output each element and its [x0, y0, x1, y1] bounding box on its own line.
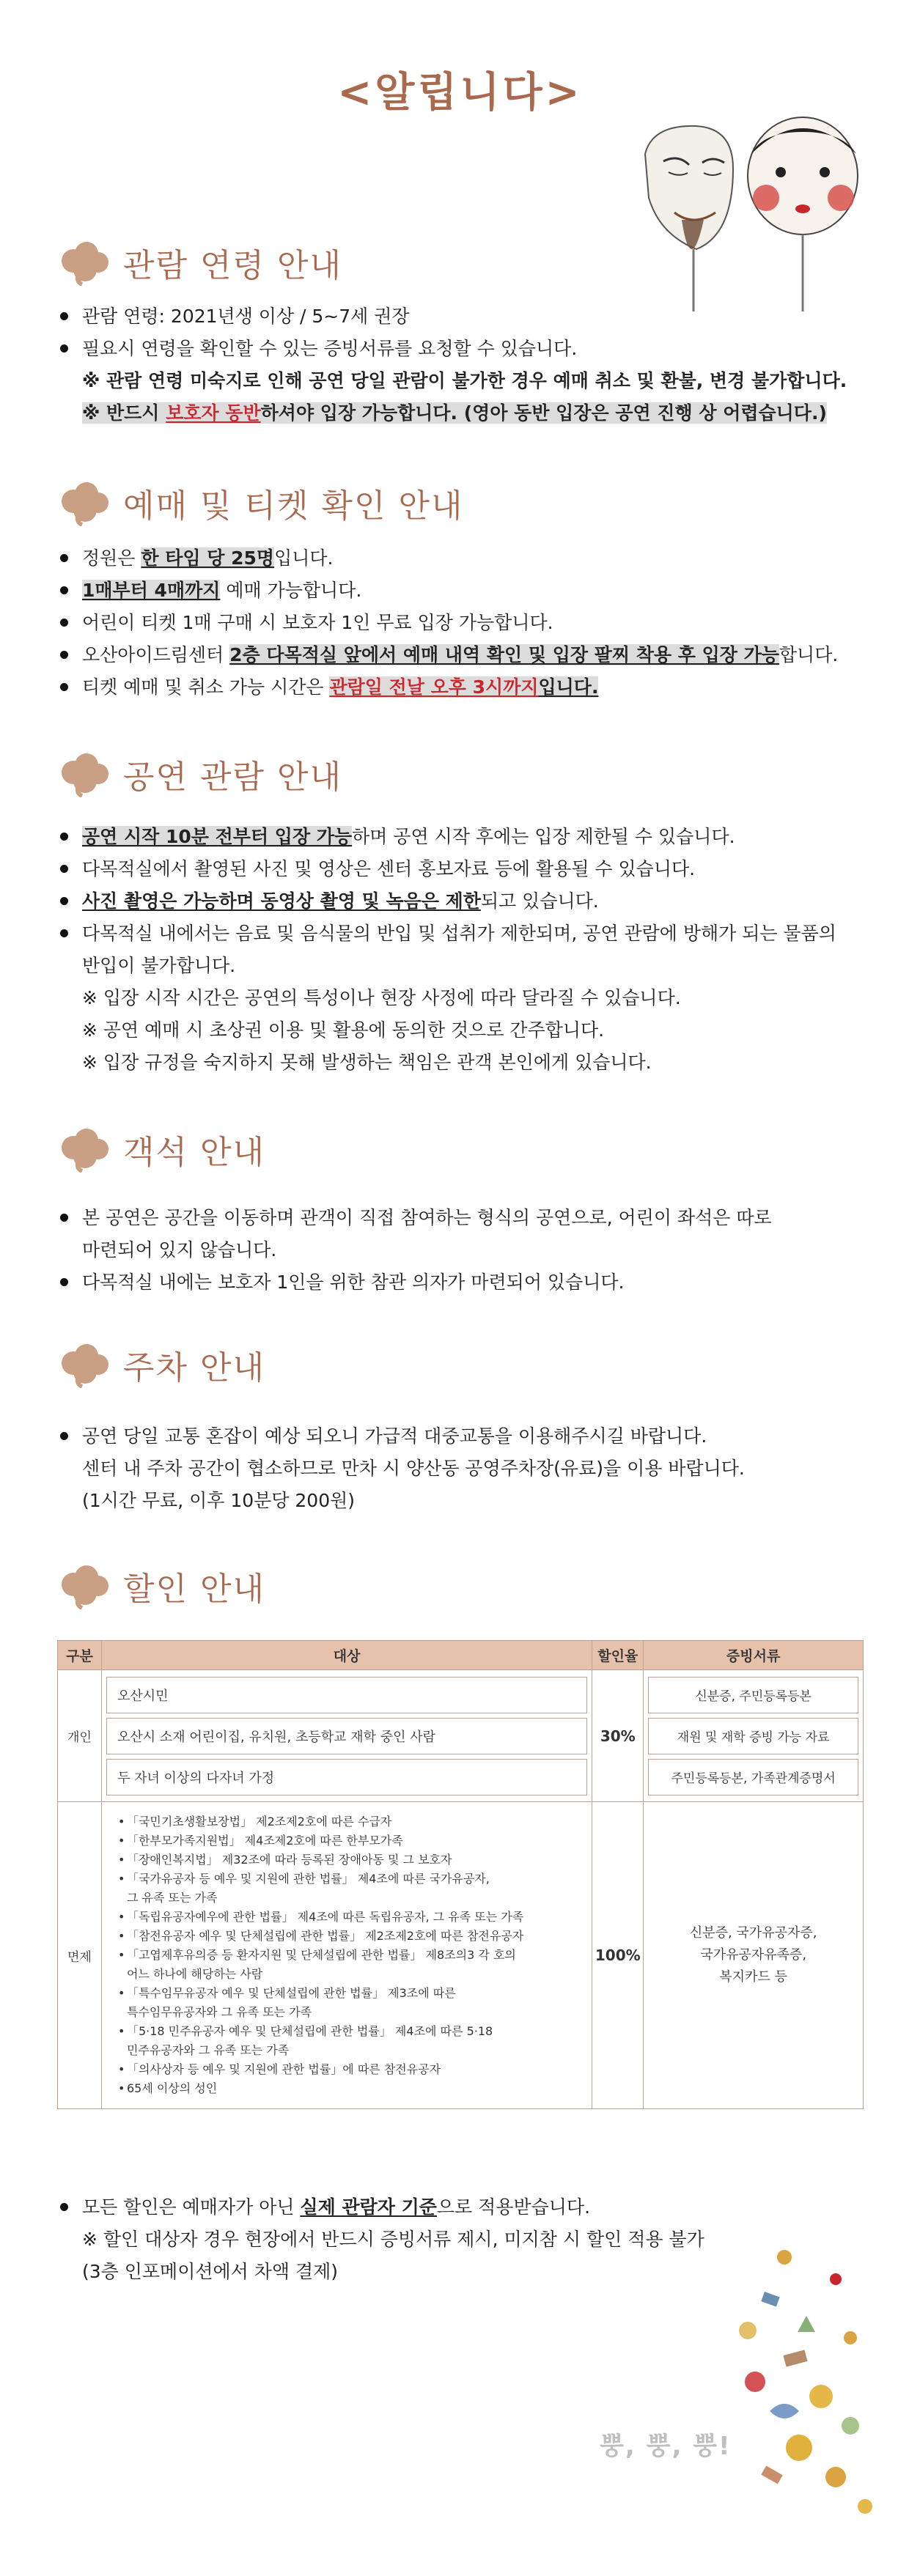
target-item: 오산시민 — [106, 1677, 587, 1713]
mask-illustration — [623, 110, 872, 315]
brand-logo: 뿡, 뿡, 뿡! — [600, 2432, 732, 2461]
list-item: 필요시 연령을 확인할 수 있는 증빙서류를 요청할 수 있습니다. — [59, 333, 872, 365]
table-row — [58, 1670, 864, 1802]
cloud-icon — [57, 239, 113, 286]
woman-mask — [748, 117, 858, 311]
header-target: 대상 — [101, 1641, 592, 1670]
list-item: 티켓 예매 및 취소 가능 시간은 관람일 전날 오후 3시까지입니다. — [59, 671, 872, 704]
law-item: • 「참전유공자 예우 및 단체설립에 관한 법률」 제2조제2호에 따른 참전유공자 — [118, 1927, 584, 1946]
proof-item: 신분증, 주민등록등본 — [648, 1677, 858, 1713]
section-title: 관람 연령 안내 — [123, 247, 342, 284]
list-item: 오산아이드림센터 2층 다목적실 앞에서 예매 내역 확인 및 입장 팔찌 착용 후 입장 가능합니다. — [59, 639, 872, 671]
header-rate: 할인율 — [592, 1641, 644, 1670]
table-header-row — [58, 1641, 864, 1670]
law-item: • 「독립유공자예우에 관한 법률」 제4조에 따른 독립유공자, 그 유족 또는 가족 — [118, 1908, 584, 1927]
section-title: 주차 안내 — [123, 1349, 266, 1387]
law-item: • 「특수임무유공자 예우 및 단체설립에 관한 법률」 제3조에 따른 특수임무유공자와 그 유족 또는 가족 — [118, 1984, 584, 2022]
list-item: 사진 촬영은 가능하며 동영상 촬영 및 녹음은 제한되고 있습니다. — [59, 885, 872, 918]
list-item: 모든 할인은 예매자가 아닌 실제 관람자 기준으로 적용받습니다. — [59, 2191, 872, 2223]
section-view-heading — [57, 745, 342, 803]
group-label: 면제 — [58, 1802, 102, 2109]
proof-cell: 신분증, 국가유공자증, 국가유공자유족증, 복지카드 등 — [644, 1802, 864, 2109]
target-item: 오산시 소재 어린이집, 유치원, 초등학교 재학 중인 사람 — [106, 1718, 587, 1754]
list-item: 공연 당일 교통 혼잡이 예상 되오니 가급적 대중교통을 이용해주시길 바랍니다. — [59, 1420, 872, 1453]
target-cell — [101, 1670, 592, 1802]
list-item: 다목적실에서 촬영된 사진 및 영상은 센터 홍보자료 등에 활용될 수 있습니다. — [59, 853, 872, 885]
section-seat-heading — [57, 1120, 265, 1178]
section-age-heading — [57, 233, 342, 292]
law-item: • 65세 이상의 성인 — [118, 2079, 584, 2098]
cloud-icon — [57, 750, 113, 797]
view-list — [59, 821, 872, 1079]
cloud-icon — [57, 479, 113, 526]
table-row — [58, 1802, 864, 2109]
list-item: 공연 시작 10분 전부터 입장 가능하며 공연 시작 후에는 입장 제한될 수 있습니다. — [59, 821, 872, 853]
header-proof: 증빙서류 — [644, 1641, 864, 1670]
law-item: • 「장애인복지법」 제32조에 따라 등록된 장애아동 및 그 보호자 — [118, 1850, 584, 1870]
seat-list — [59, 1202, 872, 1299]
parking-list — [59, 1420, 872, 1517]
list-continuation: (3층 인포메이션에서 차액 결제) — [82, 2261, 339, 2282]
list-item: 정원은 한 타임 당 25명입니다. — [59, 542, 872, 575]
list-continuation: 센터 내 주차 공간이 협소하므로 만차 시 양산동 공영주차장(유료)을 이용 바랍니다. — [82, 1458, 745, 1479]
section-title: 객석 안내 — [123, 1134, 266, 1171]
list-continuation: 마련되어 있지 않습니다. — [82, 1239, 277, 1261]
list-continuation: 반입이 불가합니다. — [82, 955, 236, 976]
list-continuation: (1시간 무료, 이후 10분당 200원) — [82, 1490, 356, 1511]
group-label: 개인 — [58, 1670, 102, 1802]
cloud-icon — [57, 1562, 113, 1609]
proof-item: 재원 및 재학 증빙 가능 자료 — [648, 1718, 858, 1754]
section-parking-heading — [57, 1335, 265, 1394]
proof-cell — [644, 1670, 864, 1802]
section-discount-heading — [57, 1557, 265, 1615]
cloud-icon — [57, 1341, 113, 1388]
header-category: 구분 — [58, 1641, 102, 1670]
list-note: ※ 할인 대상자 경우 현장에서 반드시 증빙서류 제시, 미지참 시 할인 적용 불가 — [82, 2229, 704, 2250]
section-ticket-heading — [57, 473, 463, 532]
law-item: • 「국가유공자 등 예우 및 지원에 관한 법률」 제4조에 따른 국가유공자, 그 유족 또는 가족 — [118, 1870, 584, 1908]
ticket-list — [59, 542, 872, 704]
old-man-mask — [645, 126, 733, 311]
rate-value: 30% — [592, 1670, 644, 1802]
law-item: • 「고엽제후유의증 등 환자지원 및 단체설립에 관한 법률」 제8조의3 각 호의 어느 하나에 해당하는 사람 — [118, 1946, 584, 1984]
list-note: ※ 입장 시작 시간은 공연의 특성이나 현장 사정에 따라 달라질 수 있습니다. — [82, 987, 681, 1008]
page-title: <알립니다> — [337, 69, 583, 117]
decorative-illustration — [674, 2228, 894, 2536]
law-list — [102, 1802, 592, 2108]
law-item: • 「의사상자 등 예우 및 지원에 관한 법률」에 따른 참전유공자 — [118, 2060, 584, 2079]
discount-table — [57, 1640, 864, 2109]
section-title: 할인 안내 — [123, 1571, 266, 1608]
list-item: 다목적실 내에는 보호자 1인을 위한 참관 의자가 마련되어 있습니다. — [59, 1266, 872, 1299]
rate-value: 100% — [592, 1802, 644, 2109]
list-item: 관람 연령: 2021년생 이상 / 5~7세 권장 — [59, 300, 872, 333]
list-note: ※ 공연 예매 시 초상권 이용 및 활용에 동의한 것으로 간주합니다. — [82, 1019, 605, 1041]
target-item: 두 자녀 이상의 다자녀 가정 — [106, 1759, 587, 1796]
law-cell — [101, 1802, 592, 2109]
list-item: 다목적실 내에서는 음료 및 음식물의 반입 및 섭취가 제한되며, 공연 관람에 방해가 되는 물품의 — [59, 918, 872, 950]
section-title: 예매 및 티켓 확인 안내 — [123, 487, 464, 525]
list-note: ※ 반드시 보호자 동반하셔야 입장 가능합니다. (영아 동반 입장은 공연 진행 상 어렵습니다.) — [82, 402, 827, 424]
list-note: ※ 관람 연령 미숙지로 인해 공연 당일 관람이 불가한 경우 예매 취소 및 환불, 변경 불가합니다. — [82, 370, 847, 391]
list-item: 1매부터 4매까지 예매 가능합니다. — [59, 575, 872, 607]
age-list — [59, 300, 872, 429]
law-item: • 「국민기초생활보장법」 제2조제2호에 따른 수급자 — [118, 1812, 584, 1831]
proof-item: 주민등록등본, 가족관계증명서 — [648, 1759, 858, 1796]
list-note: ※ 입장 규정을 숙지하지 못해 발생하는 책임은 관객 본인에게 있습니다. — [82, 1052, 652, 1073]
list-item: 어린이 티켓 1매 구매 시 보호자 1인 무료 입장 가능합니다. — [59, 607, 872, 639]
cloud-icon — [57, 1126, 113, 1173]
section-title: 공연 관람 안내 — [123, 759, 342, 796]
law-item: • 「한부모가족지원법」 제4조제2호에 따른 한부모가족 — [118, 1831, 584, 1850]
law-item: • 「5·18 민주유공자 예우 및 단체설립에 관한 법률」 제4조에 따른 5·18 민주유공자와 그 유족 또는 가족 — [118, 2022, 584, 2060]
list-item: 본 공연은 공간을 이동하며 관객이 직접 참여하는 형식의 공연으로, 어린이 좌석은 따로 — [59, 1202, 872, 1234]
